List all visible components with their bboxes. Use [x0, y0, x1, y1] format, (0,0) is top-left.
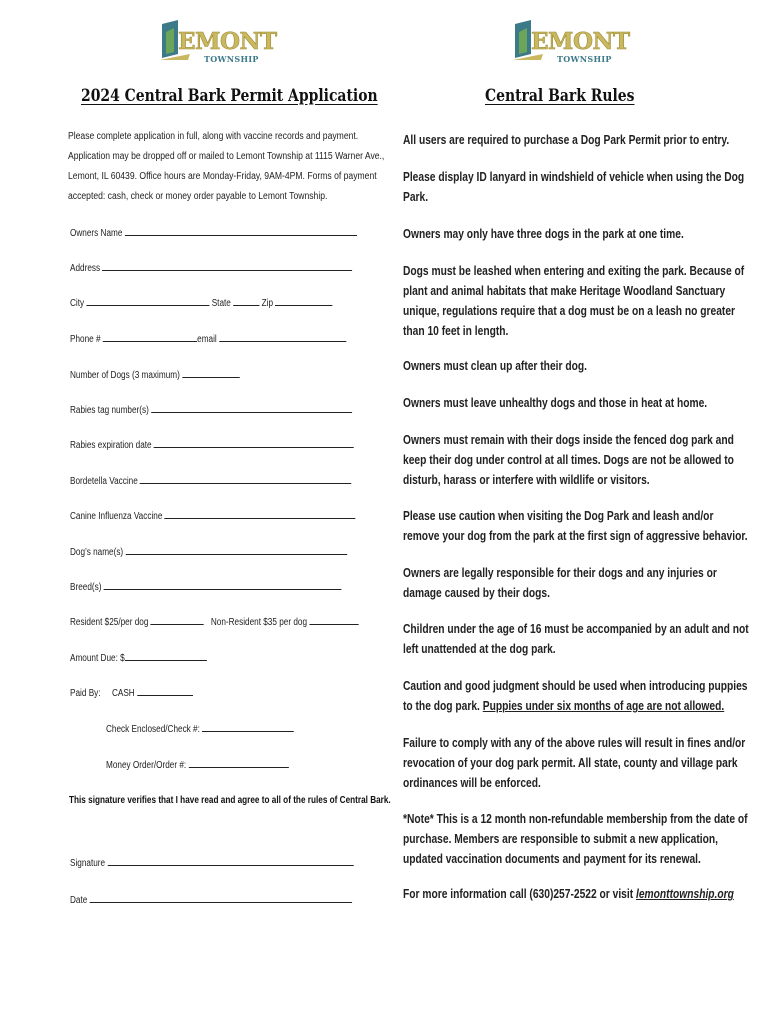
rabies-tag-label: Rabies tag number(s) — [70, 405, 149, 416]
rabies-expiration-field[interactable] — [70, 438, 354, 451]
rule-item — [403, 224, 694, 244]
instruction-line: Please complete application in full, along with vaccine records and payment. — [68, 131, 359, 142]
rule-line: plant and animal habitats that make Heritage Woodland Sanctuary — [403, 284, 726, 298]
rule-caution — [403, 676, 748, 716]
rule-line: *Note* This is a 12 month non-refundable membership from the date of — [403, 812, 748, 826]
address-label: Address — [70, 263, 101, 274]
logo-word: EMONT — [531, 28, 630, 55]
nonresident-fee-input[interactable] — [309, 615, 358, 625]
phone-input[interactable] — [103, 332, 197, 342]
rabies-expiration-input[interactable] — [154, 438, 354, 448]
logo-word: EMONT — [178, 28, 277, 55]
date-input[interactable] — [90, 893, 352, 903]
rule-item — [403, 261, 745, 341]
rule-failure — [403, 733, 746, 793]
canine-influenza-input[interactable] — [165, 509, 356, 519]
canine-influenza-label: Canine Influenza Vaccine — [70, 511, 163, 522]
resident-fee-input[interactable] — [151, 615, 204, 625]
check-field[interactable] — [106, 722, 294, 735]
rule-line: Dogs must be leashed when entering and exiting the park. Because of — [403, 264, 745, 278]
rabies-tag-input[interactable] — [151, 403, 352, 413]
rule-item — [403, 430, 734, 490]
rule-line: Owners must clean up after their dog. — [403, 359, 587, 373]
breeds-label: Breed(s) — [70, 582, 102, 593]
rule-line: damage caused by their dogs. — [403, 586, 550, 600]
city-label: City — [70, 298, 85, 309]
rule-line: Owners must leave unhealthy dogs and those in heat at home. — [403, 396, 708, 410]
rule-item — [403, 563, 717, 603]
rule-item — [403, 356, 694, 376]
nonresident-fee-label: Non-Resident $35 per dog — [210, 617, 308, 628]
rule-line: Owners are legally responsible for their dogs and any injuries or — [403, 566, 717, 580]
caution-text: to the dog park. — [403, 699, 483, 713]
money-order-input[interactable] — [188, 758, 288, 768]
instruction-line: accepted: cash, check or money order payable to Lemont Township. — [68, 191, 328, 202]
money-order-field[interactable] — [106, 758, 289, 771]
membership-note — [403, 809, 748, 869]
rule-line: Children under the age of 16 must be accompanied by an adult and not — [403, 622, 749, 636]
rule-line: remove your dog from the park at the first sign of aggressive behavior. — [403, 529, 748, 543]
contact-info — [403, 884, 734, 904]
resident-fee-label: Resident $25/per dog — [70, 617, 149, 628]
rule-line: All users are required to purchase a Dog Park Permit prior to entry. — [403, 133, 730, 147]
address-input[interactable] — [102, 261, 352, 271]
rule-item — [403, 506, 748, 546]
date-label: Date — [70, 895, 88, 906]
breeds-input[interactable] — [104, 580, 342, 590]
logo-subtitle: TOWNSHIP — [204, 54, 259, 64]
signature-label: Signature — [70, 858, 106, 869]
date-field[interactable] — [70, 893, 352, 906]
rule-line: Owners may only have three dogs in the park at one time. — [403, 227, 684, 241]
rule-line: Please display ID lanyard in windshield of vehicle when using the Dog — [403, 170, 745, 184]
website-link[interactable]: lemonttownship.org — [635, 887, 734, 901]
rule-line: Park. — [403, 190, 429, 204]
instruction-line: Application may be dropped off or mailed to Lemont Township at 1115 Warner Ave., — [68, 151, 385, 162]
canine-influenza-field[interactable] — [70, 509, 356, 522]
rule-line: Caution and good judgment should be used when introducing puppies — [403, 679, 748, 693]
rule-line: keep their dog under control at all times. Dogs are not be allowed to — [403, 453, 734, 467]
paid-by-label: Paid By: — [70, 688, 101, 699]
phone-email-field[interactable] — [70, 332, 346, 345]
city-state-zip-field[interactable] — [70, 296, 333, 309]
signature-field[interactable] — [70, 856, 353, 869]
rule-item — [403, 130, 730, 150]
rule-line: than 10 feet in length. — [403, 324, 509, 338]
rule-item — [403, 167, 745, 207]
address-field[interactable] — [70, 261, 352, 274]
amount-due-label: Amount Due: $ — [70, 653, 125, 664]
phone-label: Phone # — [70, 334, 101, 345]
dog-names-input[interactable] — [125, 545, 346, 555]
rule-line — [403, 884, 734, 904]
application-title: 2024 Central Bark Permit Application — [81, 86, 378, 106]
cash-input[interactable] — [137, 686, 193, 696]
rule-line: left unattended at the dog park. — [403, 642, 556, 656]
bordetella-field[interactable] — [70, 474, 352, 487]
rule-line: Please use caution when visiting the Dog Park and leash and/or — [403, 509, 714, 523]
rule-item — [403, 619, 749, 659]
paid-by-field[interactable] — [70, 686, 193, 699]
zip-label: Zip — [261, 298, 274, 309]
cash-label: CASH — [111, 688, 135, 699]
zip-input[interactable] — [275, 296, 332, 306]
lemont-township-logo — [509, 18, 630, 78]
rule-line: ordinances will be enforced. — [403, 776, 541, 790]
application-instructions — [68, 127, 385, 207]
number-of-dogs-field[interactable] — [70, 368, 239, 381]
money-order-label: Money Order/Order #: — [106, 760, 187, 771]
fee-field[interactable] — [70, 615, 359, 628]
rule-line: disturb, harass or interfere with wildlife or visitors. — [403, 473, 650, 487]
contact-text: For more information call (630)257-2522 or visit — [403, 887, 636, 901]
bordetella-label: Bordetella Vaccine — [70, 476, 138, 487]
rabies-expiration-label: Rabies expiration date — [70, 440, 152, 451]
signature-input[interactable] — [107, 856, 353, 866]
dog-names-label: Dog’s name(s) — [70, 547, 124, 558]
puppy-warning: Puppies under six months of age are not allowed. — [482, 699, 725, 713]
lemont-township-logo — [156, 18, 277, 78]
signature-verification: This signature verifies that I have read and agree to all of the rules of Central Bark. — [69, 795, 391, 806]
instruction-line: Lemont, IL 60439. Office hours are Monday-Friday, 9AM-4PM. Forms of payment — [68, 171, 377, 182]
rule-line: Failure to comply with any of the above rules will result in fines and/or — [403, 736, 746, 750]
rule-line: Owners must remain with their dogs inside the fenced dog park and — [403, 433, 734, 447]
owners-name-label: Owners Name — [70, 228, 123, 239]
logo-subtitle: TOWNSHIP — [557, 54, 612, 64]
owners-name-input[interactable] — [125, 226, 357, 236]
check-number-input[interactable] — [202, 722, 294, 732]
state-input[interactable] — [233, 296, 259, 306]
bordetella-input[interactable] — [140, 474, 352, 484]
owners-name-field[interactable] — [70, 226, 357, 239]
rule-line: revocation of your dog park permit. All state, county and village park — [403, 756, 738, 770]
rules-title: Central Bark Rules — [485, 86, 635, 106]
number-of-dogs-label: Number of Dogs (3 maximum) — [70, 370, 180, 381]
dog-names-field[interactable] — [70, 545, 347, 558]
rabies-tag-field[interactable] — [70, 403, 352, 416]
email-label: email — [197, 334, 217, 345]
breeds-field[interactable] — [70, 580, 342, 593]
email-input[interactable] — [219, 332, 346, 342]
rule-line: updated vaccination documents and payment for its renewal. — [403, 852, 701, 866]
state-label: State — [211, 298, 231, 309]
rule-line — [403, 696, 725, 716]
amount-due-input[interactable] — [125, 651, 207, 661]
check-label: Check Enclosed/Check #: — [106, 724, 200, 735]
rule-line: unique, regulations require that a dog must be on a leash no greater — [403, 304, 736, 318]
rule-item — [403, 393, 708, 413]
amount-due-field[interactable] — [70, 651, 207, 664]
rule-line: purchase. Members are responsible to submit a new application, — [403, 832, 718, 846]
number-of-dogs-input[interactable] — [182, 368, 239, 378]
city-input[interactable] — [86, 296, 209, 306]
